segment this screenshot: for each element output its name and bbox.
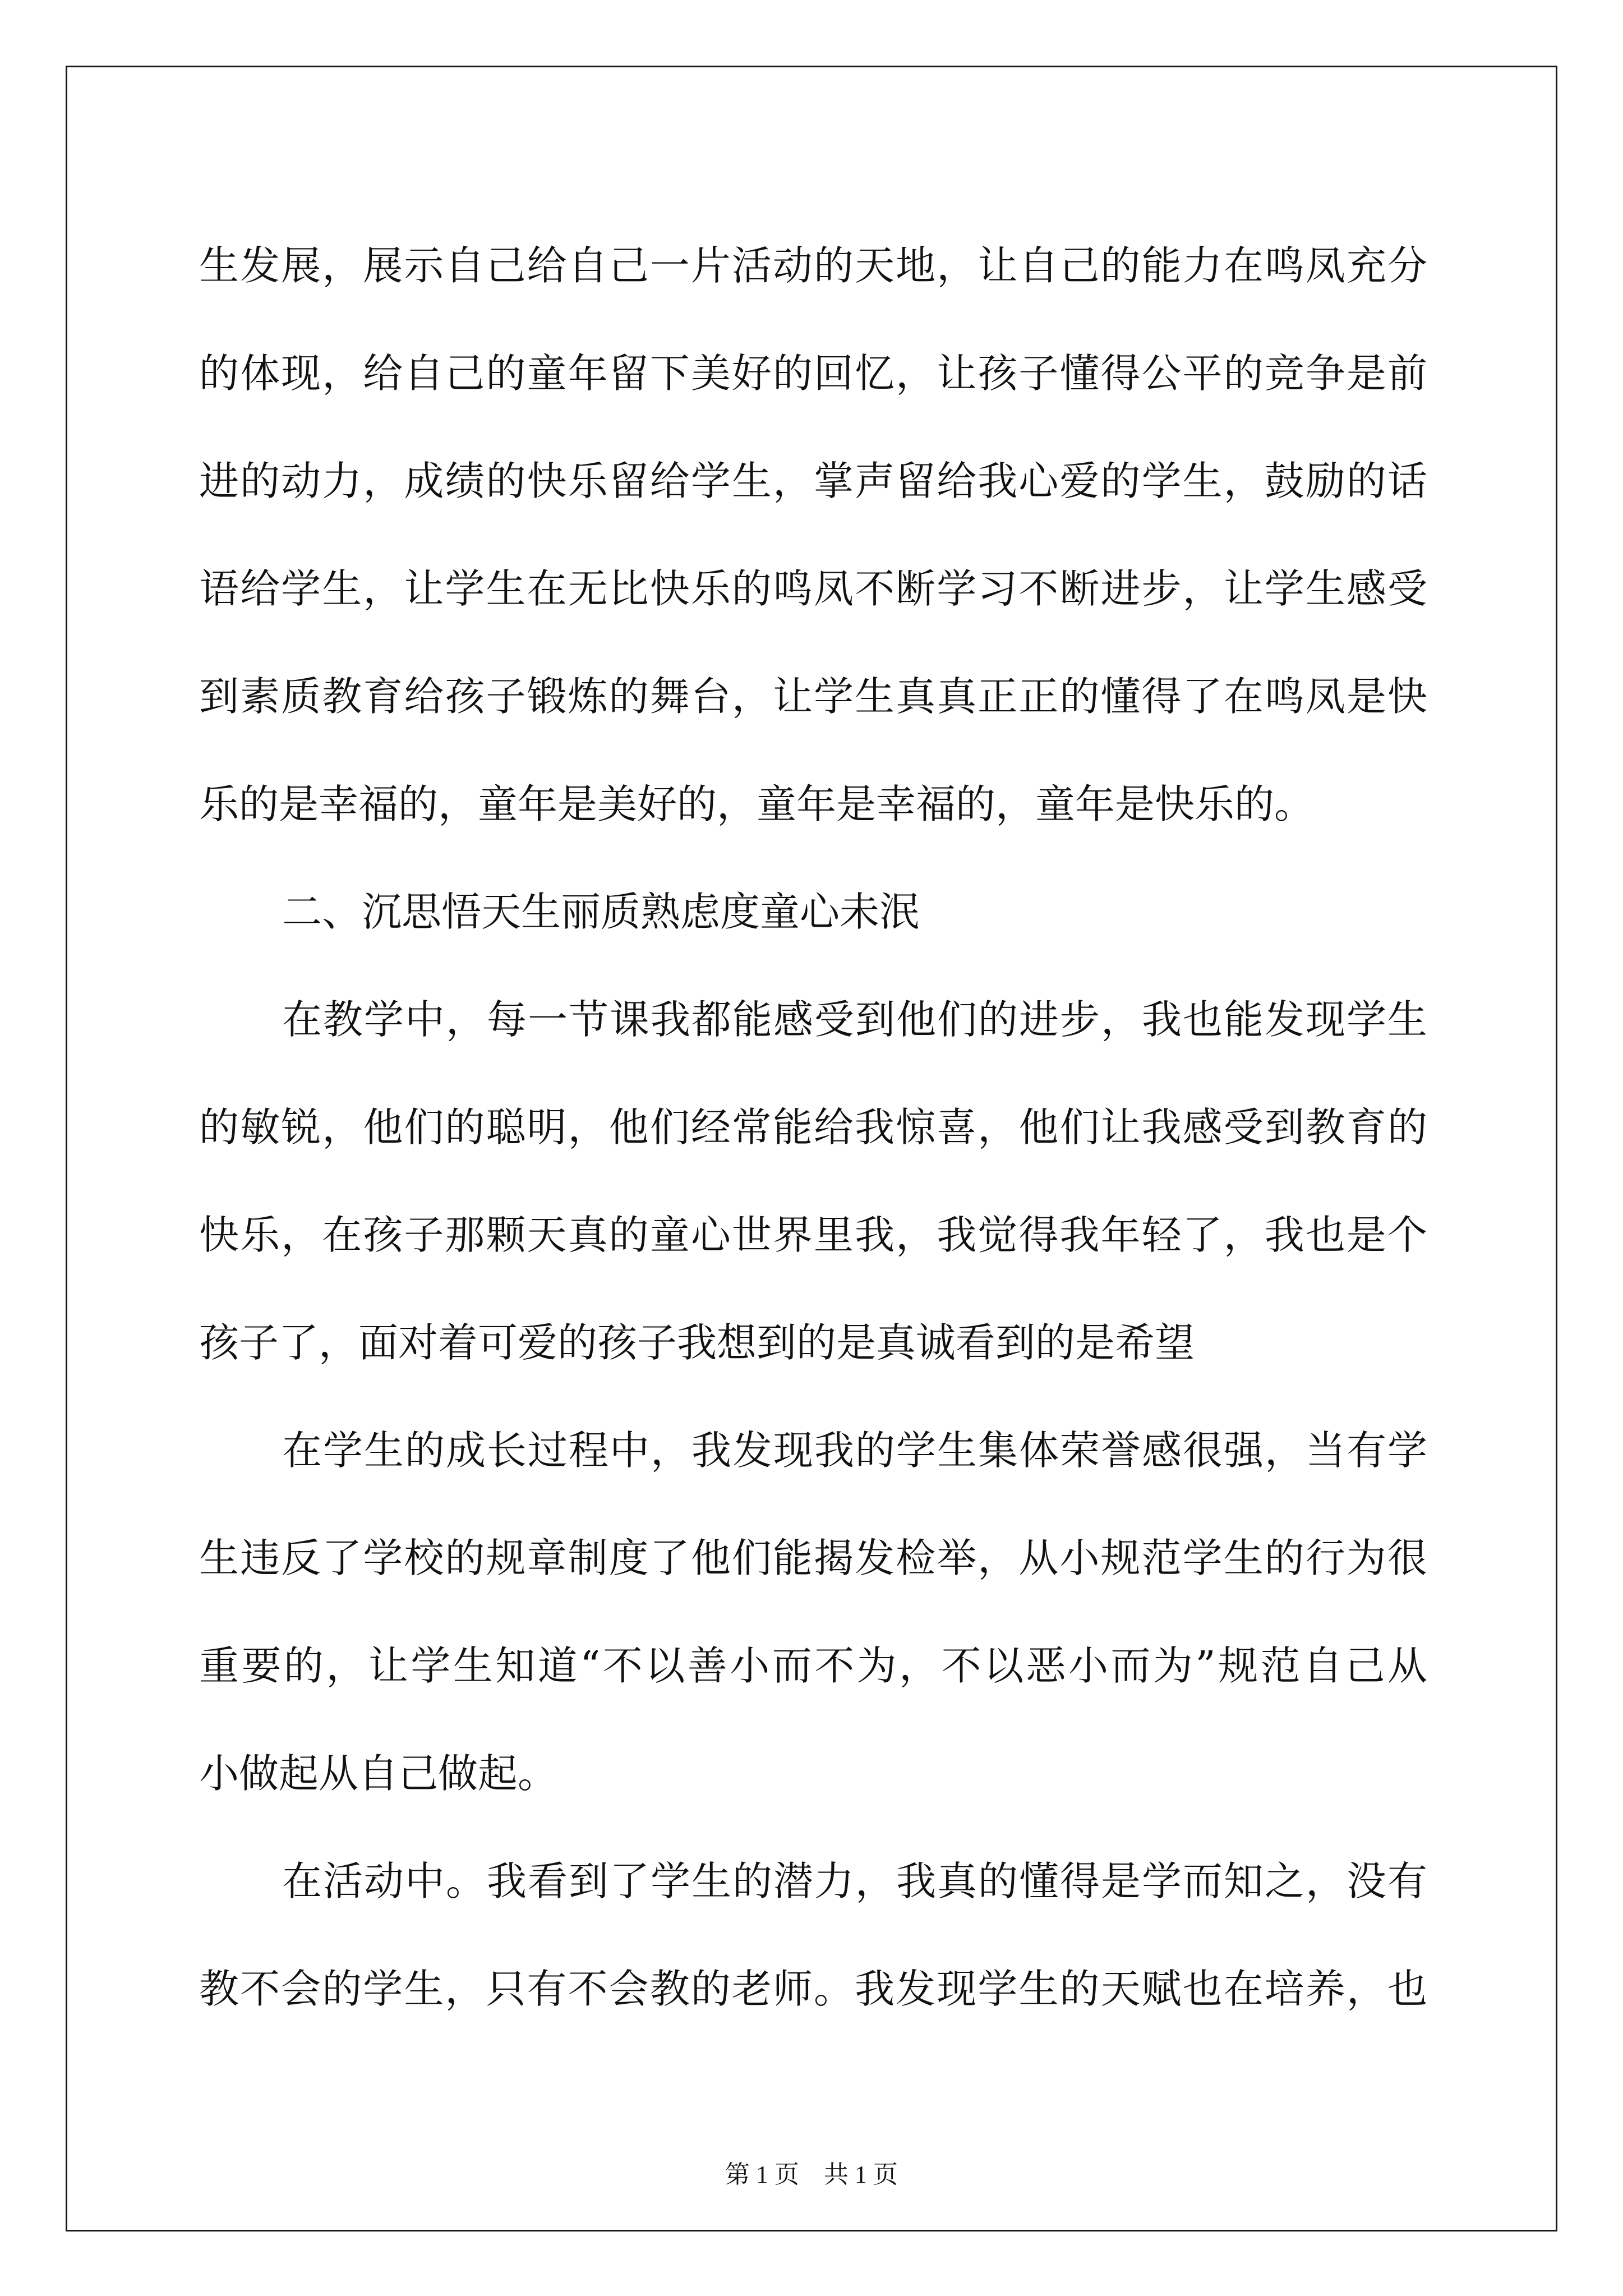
text-line: 的敏锐，他们的聪明，他们经常能给我惊喜，他们让我感受到教育的 bbox=[199, 1104, 1427, 1151]
text-line: 重要的，让学生知道“不以善小而不为，不以恶小而为”规范自己从 bbox=[199, 1642, 1427, 1689]
text-line: 小做起从自己做起。 bbox=[199, 1750, 558, 1797]
page-number-footer: 第 1 页 共 1 页 bbox=[725, 2161, 898, 2188]
text-line: 进的动力，成绩的快乐留给学生，掌声留给我心爱的学生，鼓励的话 bbox=[199, 458, 1427, 504]
text-line: 生违反了学校的规章制度了他们能揭发检举，从小规范学生的行为很 bbox=[199, 1535, 1427, 1581]
text-line: 的体现，给自己的童年留下美好的回忆，让孩子懂得公平的竞争是前 bbox=[199, 350, 1427, 397]
text-line: 孩子了，面对着可爱的孩子我想到的是真诚看到的是希望 bbox=[199, 1319, 1195, 1366]
text-line: 在教学中，每一节课我都能感受到他们的进步，我也能发现学生 bbox=[282, 996, 1427, 1043]
text-line: 生发展，展示自己给自己一片活动的天地，让自己的能力在鸣凤充分 bbox=[199, 242, 1427, 289]
section-heading: 二、沉思悟天生丽质熟虑度童心未泯 bbox=[282, 889, 920, 935]
text-line: 语给学生，让学生在无比快乐的鸣凤不断学习不断进步，让学生感受 bbox=[199, 565, 1427, 612]
text-line: 教不会的学生，只有不会教的老师。我发现学生的天赋也在培养，也 bbox=[199, 1966, 1427, 2012]
text-line: 在活动中。我看到了学生的潜力，我真的懂得是学而知之，没有 bbox=[282, 1858, 1427, 1904]
text-line: 到素质教育给孩子锻炼的舞台，让学生真真正正的懂得了在鸣凤是快 bbox=[199, 673, 1427, 720]
document-body bbox=[199, 212, 1427, 2043]
text-line: 乐的是幸福的，童年是美好的，童年是幸福的，童年是快乐的。 bbox=[199, 781, 1315, 827]
text-line: 快乐，在孩子那颗天真的童心世界里我，我觉得我年轻了，我也是个 bbox=[199, 1212, 1427, 1258]
text-line: 在学生的成长过程中，我发现我的学生集体荣誉感很强，当有学 bbox=[282, 1427, 1427, 1474]
